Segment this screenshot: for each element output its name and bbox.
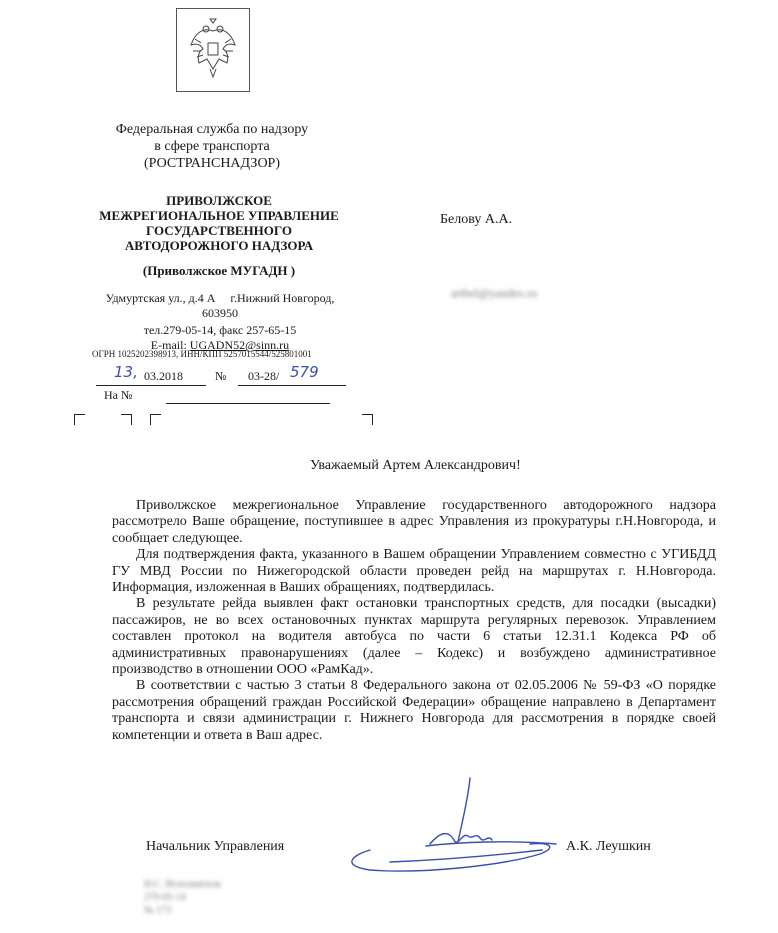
- number-printed: 03-28/: [248, 369, 280, 383]
- number-field: [238, 363, 346, 386]
- email-label: E-mail:: [150, 338, 190, 352]
- number-handwritten: 579: [290, 363, 319, 381]
- address-line-2: 603950: [202, 306, 238, 320]
- agency-line-2: в сфере транспорта: [154, 139, 270, 154]
- paragraph: Приволжское межрегиональное Управление государственного автодорожного надзора рассмотрело Ваше обращение, поступившее в адрес Управления из прокуратуры г.Н.Новгорода, и сообщает следующее.: [112, 498, 716, 546]
- paragraph: В соответствии с частью 3 статьи 8 Федерального закона от 02.05.2006 № 59-ФЗ «О порядке рассмотрения обращений граждан Российской Федерации» обращение направлено в Департамент транспорта и связи администрации г. Нижнего Новгорода для рассмотрения в порядке своей компетенции и ответа в Ваш адрес.: [112, 678, 716, 743]
- agency-line-1: Федеральная служба по надзору: [115, 122, 309, 137]
- address-line-1: Удмуртская ул., д.4 А г.Нижний Новгород,: [105, 291, 335, 305]
- date-number-line: [96, 363, 376, 388]
- department-line-2: МЕЖРЕГИОНАЛЬНОЕ УПРАВЛЕНИЕ: [99, 208, 339, 223]
- salutation: Уважаемый Артем Александрович!: [310, 458, 521, 473]
- department-name: [74, 193, 364, 278]
- paragraph: В результате рейда выявлен факт остановки транспортных средств, для посадки (высадки) пассажиров, не во всех остановочных пунктах маршрута регулярных перевозок. Управлением составлен протокол на водителя автобуса по части 6 статьи 12.31.1 Кодекса РФ об административных правонарушениях (далее – Кодекс) и возбуждено административное производство в отношении ООО «РамКад».: [112, 596, 716, 678]
- coat-of-arms-icon: [176, 8, 250, 92]
- reply-to-line: [104, 388, 344, 405]
- reply-field: [166, 388, 330, 404]
- number-sign: №: [215, 369, 227, 383]
- corner-mark: [362, 414, 373, 425]
- handwritten-signature-icon: [330, 770, 570, 880]
- phone-fax: тел.279-05-14, факс 257-65-15: [143, 323, 297, 337]
- paragraph: Для подтверждения факта, указанного в Вашем обращении Управлением совместно с УГИБДД ГУ МВД России по Нижегородской области проведен рейд на маршрутах г. Н.Новгорода. Информация, изложенная в Ваших обращениях, подтвердилась.: [112, 547, 716, 596]
- executor-line-1: Н.С. Исполнитель: [144, 879, 222, 890]
- department-address: [80, 291, 360, 353]
- recipient-name: Белову А.А.: [440, 212, 513, 227]
- date-field: [96, 363, 206, 386]
- executor-info: [144, 878, 221, 917]
- agency-name: [96, 121, 328, 172]
- department-line-3: ГОСУДАРСТВЕННОГО: [146, 223, 292, 238]
- reply-label: На №: [104, 388, 133, 402]
- date-handwritten: 13,: [114, 363, 138, 381]
- letter-body: [112, 498, 716, 744]
- corner-mark: [150, 414, 161, 425]
- agency-line-3: (РОСТРАНСНАДЗОР): [143, 156, 281, 171]
- department-line-4: АВТОДОРОЖНОГО НАДЗОРА: [124, 238, 314, 253]
- executor-line-2: 279-05-14: [144, 892, 186, 903]
- recipient-email: artbel@yandex.ru: [451, 286, 538, 300]
- corner-mark: [74, 414, 85, 425]
- email-address[interactable]: UGADN52@sinn.ru: [189, 338, 290, 352]
- signatory-name: А.К. Леушкин: [566, 839, 651, 854]
- signatory-position: Начальник Управления: [146, 839, 285, 854]
- department-short-name: (Приволжское МУГАДН ): [142, 263, 296, 278]
- date-printed: 03.2018: [144, 369, 183, 383]
- ogrn-inn: ОГРН 1025202398913, ИНН/КПП 5257015544/525801001: [92, 349, 312, 359]
- executor-line-3: № 173: [144, 905, 172, 916]
- department-line-1: ПРИВОЛЖСКОЕ: [166, 193, 272, 208]
- corner-mark: [121, 414, 132, 425]
